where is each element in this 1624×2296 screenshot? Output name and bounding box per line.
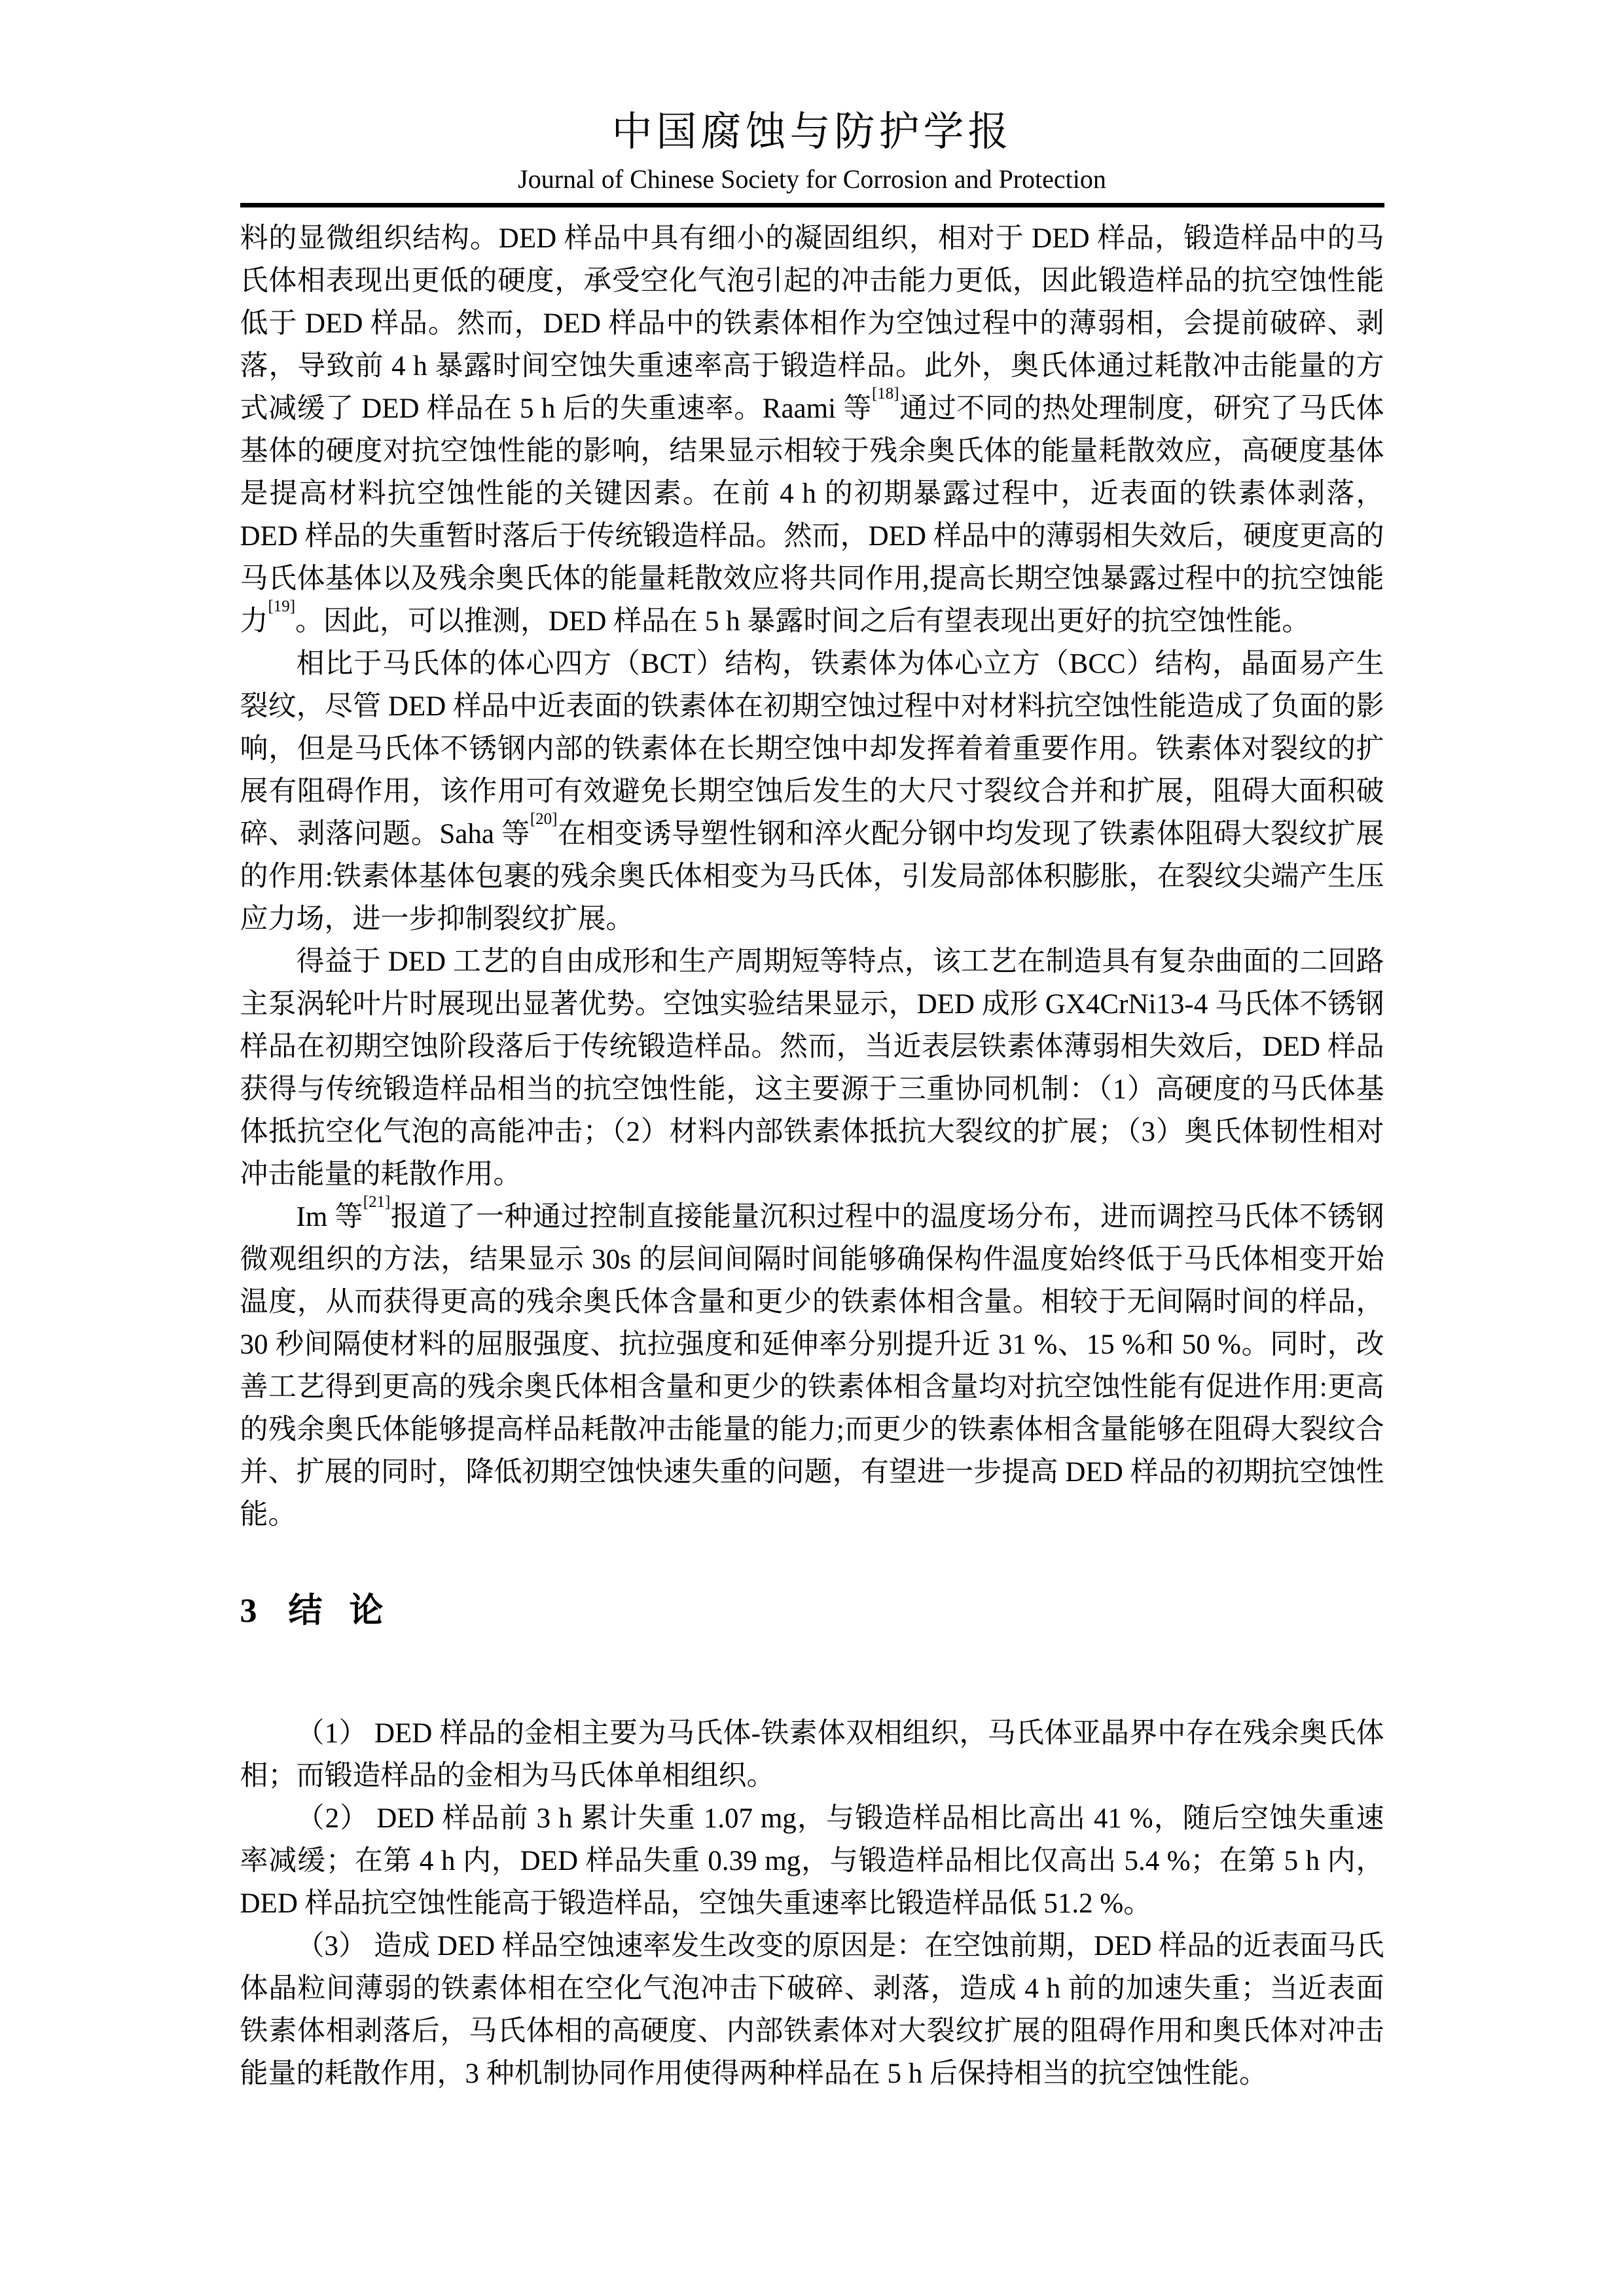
header-rule bbox=[240, 203, 1384, 207]
paragraph: 料的显微组织结构。DED 样品中具有细小的凝固组织，相对于 DED 样品，锻造样品中的马氏体相表现出更低的硬度，承受空化气泡引起的冲击能力更低，因此锻造样品的抗空蚀性能低于 DED 样品。然而，DED 样品中的铁素体相作为空蚀过程中的薄弱相，会提前破碎、剥落，导致前 4 h 暴露时间空蚀失重速率高于锻造样品。此外，奥氏体通过耗散冲击能量的方式减缓了 DED 样品在 5 h 后的失重速率。Raami 等[18]通过不同的热处理制度，研究了马氏体基体的硬度对抗空蚀性能的影响，结果显示相较于残余奥氏体的能量耗散效应，高硬度基体是提高材料抗空蚀性能的关键因素。在前 4 h 的初期暴露过程中，近表面的铁素体剥落，DED 样品的失重暂时落后于传统锻造样品。然而，DED 样品中的薄弱相失效后，硬度更高的马氏体基体以及残余奥氏体的能量耗散效应将共同作用,提高长期空蚀暴露过程中的抗空蚀能力[19]。因此，可以推测，DED 样品在 5 h 暴露时间之后有望表现出更好的抗空蚀性能。 bbox=[240, 223, 1384, 637]
paragraph: 相比于马氏体的体心四方（BCT）结构，铁素体为体心立方（BCC）结构，晶面易产生裂纹，尽管 DED 样品中近表面的铁素体在初期空蚀过程中对材料抗空蚀性能造成了负面的影响，但是马氏体不锈钢内部的铁素体在长期空蚀中却发挥着着重要作用。铁素体对裂纹的扩展有阻碍作用，该作用可有效避免长期空蚀后发生的大尺寸裂纹合并和扩展，阻碍大面积破碎、剥落问题。Saha 等[20]在相变诱导塑性钢和淬火配分钢中均发现了铁素体阻碍大裂纹扩展的作用:铁素体基体包裹的残余奥氏体相变为马氏体，引发局部体积膨胀，在裂纹尖端产生压应力场，进一步抑制裂纹扩展。 bbox=[240, 649, 1384, 935]
paragraph: Im 等[21]报道了一种通过控制直接能量沉积过程中的温度场分布，进而调控马氏体不锈钢微观组织的方法，结果显示 30s 的层间间隔时间能够确保构件温度始终低于马氏体相变开始温度，从而获得更高的残余奥氏体含量和更少的铁素体相含量。相较于无间隔时间的样品，30 秒间隔使材料的屈服强度、抗拉强度和延伸率分别提升近 31 %、15 %和 50 %。同时，改善工艺得到更高的残余奥氏体相含量和更少的铁素体相含量均对抗空蚀性能有促进作用:更高的残余奥氏体能够提高样品耗散冲击能量的能力;而更少的铁素体相含量能够在阻碍大裂纹合并、扩展的同时，降低初期空蚀快速失重的问题，有望进一步提高 DED 样品的初期抗空蚀性能。 bbox=[240, 1193, 1384, 1531]
citation-ref: [20] bbox=[530, 810, 558, 829]
paragraph: （2） DED 样品前 3 h 累计失重 1.07 mg，与锻造样品相比高出 41 %，随后空蚀失重速率减缓；在第 4 h 内，DED 样品失重 0.39 mg，与锻造样品相比仅高出 5.4 %；在第 5 h 内，DED 样品抗空蚀性能高于锻造样品，空蚀失重速率比锻造样品低 51.2 %。 bbox=[240, 1803, 1384, 1919]
section-heading bbox=[240, 1591, 1384, 1632]
journal-title-zh: 中国腐蚀与防护学报 bbox=[611, 110, 1013, 154]
journal-header bbox=[0, 0, 1624, 194]
journal-title-en: Journal of Chinese Society for Corrosion and Protection bbox=[518, 164, 1106, 194]
citation-ref: [19] bbox=[268, 598, 296, 616]
conclusions-container bbox=[240, 1712, 1384, 2095]
article-body bbox=[240, 217, 1384, 2094]
section-heading-text: 结 论 bbox=[288, 1592, 393, 1630]
paragraph: （1） DED 样品的金相主要为马氏体-铁素体双相组织，马氏体亚晶界中存在残余奥氏体相；而锻造样品的金相为马氏体单相组织。 bbox=[240, 1717, 1384, 1791]
paragraph: 得益于 DED 工艺的自由成形和生产周期短等特点，该工艺在制造具有复杂曲面的二回路主泵涡轮叶片时展现出显著优势。空蚀实验结果显示，DED 成形 GX4CrNi13-4 马氏体不锈钢样品在初期空蚀阶段落后于传统锻造样品。然而，当近表层铁素体薄弱相失效后，DED 样品获得与传统锻造样品相当的抗空蚀性能，这主要源于三重协同机制：（1）高硬度的马氏体基体抵抗空化气泡的高能冲击；（2）材料内部铁素体抵抗大裂纹的扩展；（3）奥氏体韧性相对冲击能量的耗散作用。 bbox=[240, 946, 1384, 1191]
section-heading-number: 3 bbox=[240, 1592, 257, 1630]
citation-ref: [18] bbox=[871, 385, 899, 403]
citation-ref: [21] bbox=[363, 1193, 391, 1211]
paragraphs-container bbox=[240, 217, 1384, 1536]
paragraph: （3） 造成 DED 样品空蚀速率发生改变的原因是：在空蚀前期，DED 样品的近表面马氏体晶粒间薄弱的铁素体相在空化气泡冲击下破碎、剥落，造成 4 h 前的加速失重；当近表面铁素体相剥落后，马氏体相的高硬度、内部铁素体对大裂纹扩展的阻碍作用和奥氏体对冲击能量的耗散作用，3 种机制协同作用使得两种样品在 5 h 后保持相当的抗空蚀性能。 bbox=[240, 1930, 1384, 2089]
